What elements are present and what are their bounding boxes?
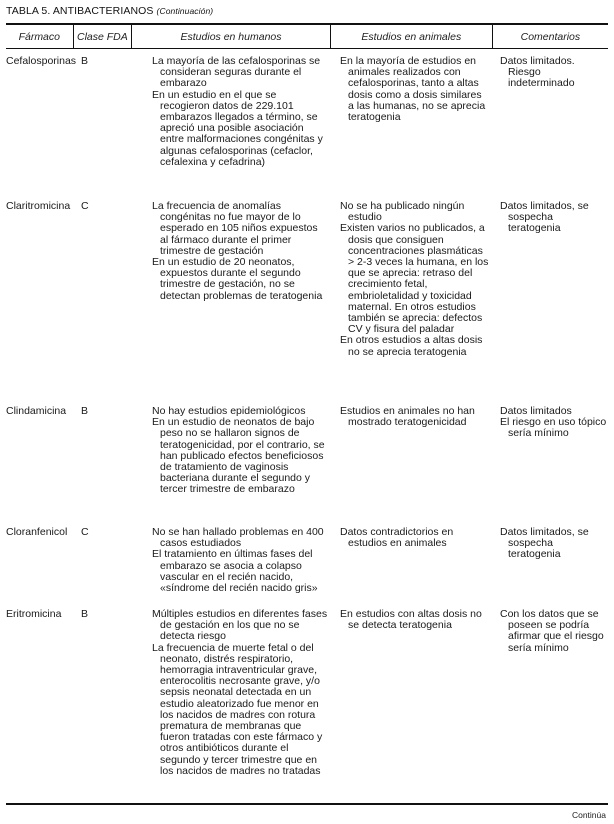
table-header (6, 25, 608, 48)
animal-studies-cell (330, 406, 492, 496)
human-paragraph: En un estudio de neonatos de bajo peso no se hallaron signos de teratogenicidad, por el contrario, se han publicado efectos beneficiosos de tratamiento de vaginosis bacteriana durante el segundo y tercer trimestre de embarazo (152, 416, 325, 496)
fda-class: C (81, 526, 89, 538)
animal-studies-cell (330, 527, 492, 594)
continua-note: Continúa (571, 810, 606, 820)
header-rule (6, 48, 608, 49)
comments-cell (492, 406, 608, 496)
human-paragraph: En un estudio en el que se recogieron datos de 229.101 embarazos llegados a término, se apreció una posible asociación entre malformaciones congénitas y algunas cefalosporinas (cefaclor, cefalexina y cefadrina) (152, 88, 323, 168)
drug-name: Eritromicina (6, 608, 62, 620)
animal-studies-cell (330, 201, 492, 358)
human-studies-cell (131, 527, 330, 594)
table-title-suffix: (Continuación) (156, 6, 214, 16)
table-title (6, 5, 213, 17)
fda-class: B (81, 55, 89, 67)
fda-class: B (81, 608, 89, 620)
comments-paragraph: El riesgo en uso tópico sería mínimo (500, 416, 607, 440)
table-row (6, 406, 608, 496)
drug-name: Claritromicina (6, 200, 71, 212)
header-estudios-humanos: Estudios en humanos (132, 25, 331, 48)
animal-paragraph: En la mayoría de estudios en animales realizados con cefalosporinas, tanto a altas dosis como a dosis similares a las humanas, no se aprecia teratogenia (340, 55, 486, 124)
table-title-text: TABLA 5. ANTIBACTERIANOS (6, 5, 154, 17)
human-studies-cell (131, 406, 330, 496)
header-clase-fda: Clase FDA (74, 25, 133, 48)
fda-class: C (81, 200, 89, 212)
human-paragraph: La frecuencia de muerte fetal o del neonato, distrés respiratorio, hemorragia intraventricular grave, enterocolitis necrosante grave, y/o sepsis neonatal detectada en un estudio aleatorizado fue menor en los nacidos de madres con rotura prematura de membranas que fueron tratadas con este fármaco y otros antibióticos durante el segundo y tercer trimestre que en los nacidos de madres no tratadas (152, 641, 323, 777)
human-paragraph: No se han hallado problemas en 400 casos estudiados (152, 526, 324, 550)
animal-studies-cell (330, 56, 492, 168)
comments-paragraph: Datos limitados (500, 405, 572, 417)
comments-cell (492, 56, 608, 168)
animal-paragraph: En otros estudios a altas dosis no se aprecia teratogenia (340, 334, 483, 358)
human-paragraph: No hay estudios epidemiológicos (152, 405, 306, 417)
human-paragraph: Múltiples estudios en diferentes fases de gestación en los que no se detecta riesgo (152, 608, 328, 643)
human-paragraph: La frecuencia de anomalías congénitas no fue mayor de lo esperado en 105 niños expuestos al fármaco durante el primer trimestre de gestación (152, 200, 318, 257)
animal-paragraph: No se ha publicado ningún estudio (340, 200, 465, 224)
bottom-rule (6, 803, 608, 805)
human-studies-cell (131, 201, 330, 358)
header-farmaco: Fármaco (6, 25, 74, 48)
human-paragraph: El tratamiento en últimas fases del embarazo se asocia a colapso vascular en el recién nacido, «síndrome del recién nacido gris» (152, 548, 318, 595)
header-comentarios: Comentarios (520, 30, 581, 43)
comments-paragraph: Datos limitados, se sospecha teratogenia (500, 526, 589, 561)
animal-paragraph: Datos contradictorios en estudios en animales (340, 526, 454, 550)
drug-name: Clindamicina (6, 405, 67, 417)
comments-cell (492, 201, 608, 358)
animal-studies-cell (330, 609, 492, 777)
animal-paragraph: En estudios con altas dosis no se detecta teratogenia (340, 608, 482, 632)
human-paragraph: La mayoría de las cefalosporinas se consideran seguras durante el embarazo (152, 55, 321, 90)
human-paragraph: En un estudio de 20 neonatos, expuestos durante el segundo trimestre de gestación, no se detectan problemas de teratogenia (152, 256, 323, 302)
comments-paragraph: Con los datos que se poseen se podría afirmar que el riesgo sería mínimo (500, 608, 604, 654)
drug-name: Cloranfenicol (6, 526, 68, 538)
human-studies-cell (131, 56, 330, 168)
table-row (6, 201, 608, 358)
animal-paragraph: Existen varios no publicados, a dosis que consiguen concentraciones plasmáticas > 2-3 veces la humana, en los que se aprecia: retraso del crecimiento fetal, embrioletalidad y toxicidad maternal. En otros estudios también se aprecia: defectos CV y fisura del paladar (340, 222, 489, 336)
human-studies-cell (131, 609, 330, 777)
comments-cell (492, 527, 608, 594)
animal-paragraph: Estudios en animales no han mostrado teratogenicidad (340, 405, 475, 429)
header-estudios-animales: Estudios en animales (331, 25, 493, 48)
table-row (6, 56, 608, 168)
table-row (6, 527, 608, 594)
comments-paragraph: Datos limitados. Riesgo indeterminado (500, 55, 575, 90)
comments-paragraph: Datos limitados, se sospecha teratogenia (500, 200, 589, 235)
drug-name: Cefalosporinas (6, 55, 77, 67)
table-row (6, 609, 608, 777)
comments-cell (492, 609, 608, 777)
fda-class: B (81, 405, 89, 417)
